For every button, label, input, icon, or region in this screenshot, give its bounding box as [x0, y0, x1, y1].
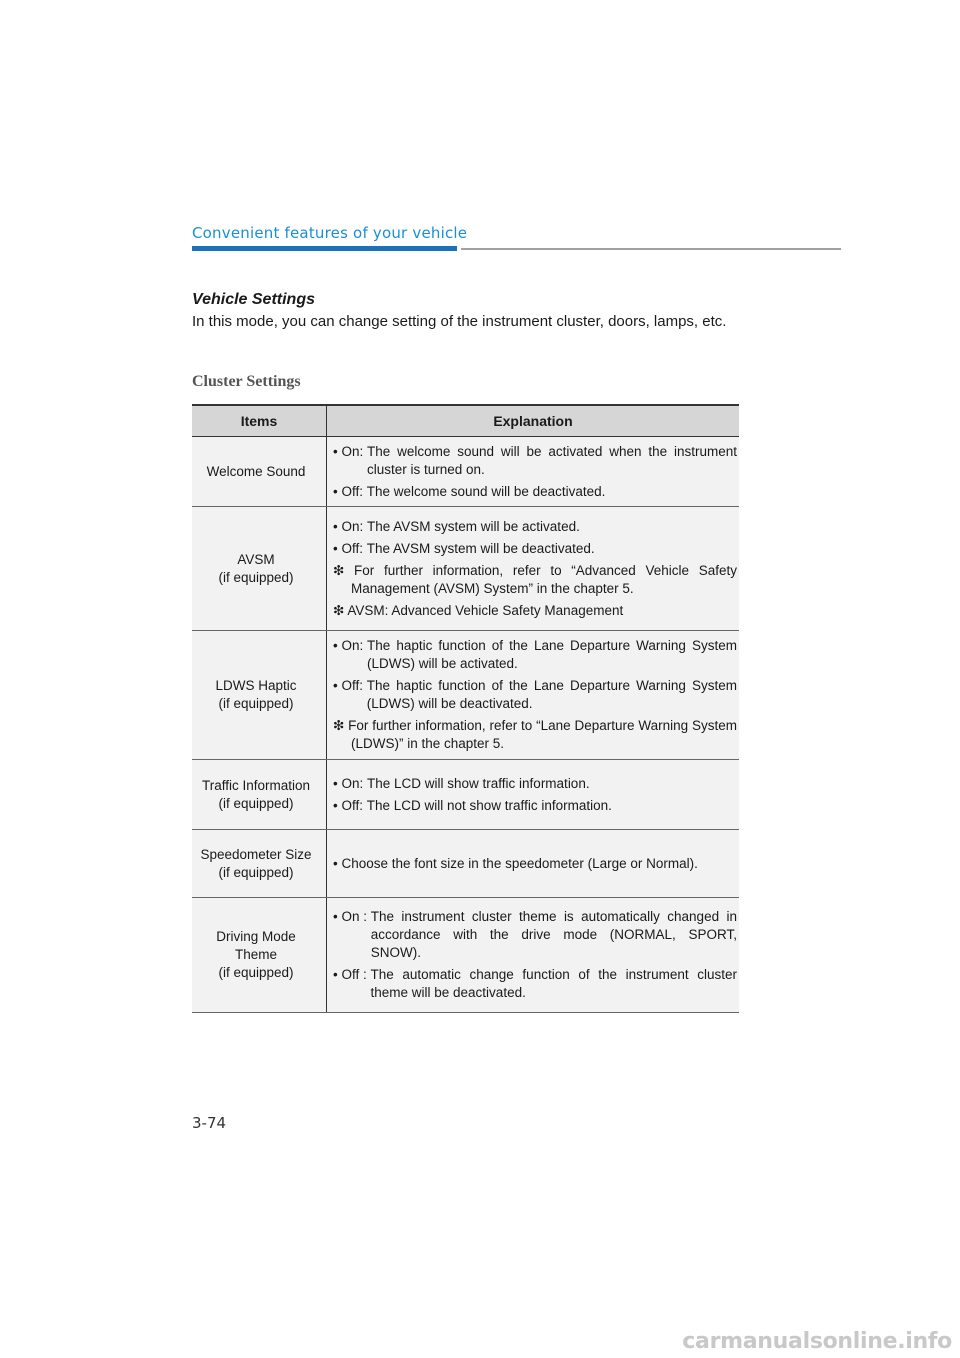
option-text: The welcome sound will be deactivated.: [366, 483, 606, 499]
option-label: • Off :: [333, 967, 371, 982]
column-header-explanation: Explanation: [327, 405, 740, 437]
item-cell: [192, 507, 327, 631]
item-note: (if equipped): [218, 569, 294, 585]
table-row: [192, 631, 739, 760]
option-line: [333, 908, 737, 962]
item-note: (if equipped): [218, 864, 294, 880]
option-text: The AVSM system will be activated.: [367, 518, 580, 534]
option-line: [333, 443, 737, 479]
item-cell: [192, 437, 327, 507]
option-line: [333, 518, 737, 536]
option-text: The LCD will not show traffic information.: [366, 797, 612, 813]
explanation-cell: [327, 830, 740, 898]
explanation-cell: [327, 898, 740, 1013]
option-label: • On:: [333, 443, 367, 459]
option-label: • On:: [333, 518, 367, 534]
option-label: • Off:: [333, 678, 367, 693]
info-note: ❇ For further information, refer to “Lane Departure Warning System (LDWS)” in the chapter 5.: [333, 718, 737, 751]
option-label: • Off:: [333, 540, 367, 556]
explanation-cell: [327, 631, 740, 760]
option-line: [333, 677, 737, 713]
option-line: [333, 637, 737, 673]
option-text: The LCD will show traffic information.: [367, 775, 590, 791]
option-line: [333, 483, 737, 501]
info-note: ❇ AVSM: Advanced Vehicle Safety Management: [333, 602, 624, 618]
settings-table: [192, 404, 739, 1013]
option-label: • Off:: [333, 483, 367, 499]
option-line: [333, 855, 737, 873]
item-cell: [192, 830, 327, 898]
option-text: The haptic function of the Lane Departure Warning System (LDWS) will be activated.: [367, 638, 737, 671]
table-header-row: [192, 405, 739, 437]
table-row: [192, 437, 739, 507]
option-line: [333, 540, 737, 558]
explanation-cell: [327, 760, 740, 830]
table-row: [192, 507, 739, 631]
option-line: [333, 775, 737, 793]
item-note: (if equipped): [218, 795, 294, 811]
explanation-cell: [327, 507, 740, 631]
table-row: [192, 898, 739, 1013]
option-label: • On:: [333, 775, 367, 791]
item-cell: [192, 898, 327, 1013]
explanation-cell: [327, 437, 740, 507]
option-label: • On :: [333, 909, 371, 924]
option-text: • Choose the font size in the speedometer (Large or Normal).: [333, 855, 698, 871]
header-rule-accent: [192, 246, 457, 251]
section-title: Vehicle Settings: [192, 291, 315, 308]
item-name: Traffic Information: [201, 777, 311, 793]
subheading: Cluster Settings: [192, 373, 301, 390]
page-number: 3-74: [192, 1114, 227, 1132]
section-intro: In this mode, you can change setting of the instrument cluster, doors, lamps, etc.: [192, 313, 727, 330]
table-row: [192, 760, 739, 830]
item-name: Driving Mode Theme: [216, 929, 296, 962]
info-note: ❇ For further information, refer to “Advanced Vehicle Safety Management (AVSM) System” in the chapter 5.: [333, 562, 737, 596]
watermark: carmanualsonline.info: [682, 1329, 952, 1354]
option-text: The AVSM system will be deactivated.: [366, 540, 595, 556]
chapter-header: Convenient features of your vehicle: [192, 224, 468, 242]
item-name: AVSM: [237, 551, 275, 567]
item-cell: [192, 631, 327, 760]
option-label: • On:: [333, 638, 367, 653]
option-line: [333, 797, 737, 815]
option-text: The welcome sound will be activated when the instrument cluster is turned on.: [367, 443, 737, 477]
column-header-items: Items: [192, 405, 327, 437]
item-name: Welcome Sound: [206, 463, 306, 479]
option-text: The haptic function of the Lane Departure Warning System (LDWS) will be deactivated.: [366, 678, 737, 711]
option-text: The automatic change function of the instrument cluster theme will be deactivated.: [370, 967, 737, 1000]
item-note: (if equipped): [218, 696, 294, 711]
item-name: LDWS Haptic: [215, 678, 297, 693]
item-cell: [192, 760, 327, 830]
option-label: • Off:: [333, 797, 367, 813]
item-note: (if equipped): [218, 965, 294, 980]
header-rule: [461, 248, 841, 250]
option-line: [333, 966, 737, 1002]
option-text: The instrument cluster theme is automatically changed in accordance with the drive mode (NORMAL, SPORT, SNOW).: [370, 909, 737, 960]
table-row: [192, 830, 739, 898]
item-name: Speedometer Size: [200, 846, 312, 862]
